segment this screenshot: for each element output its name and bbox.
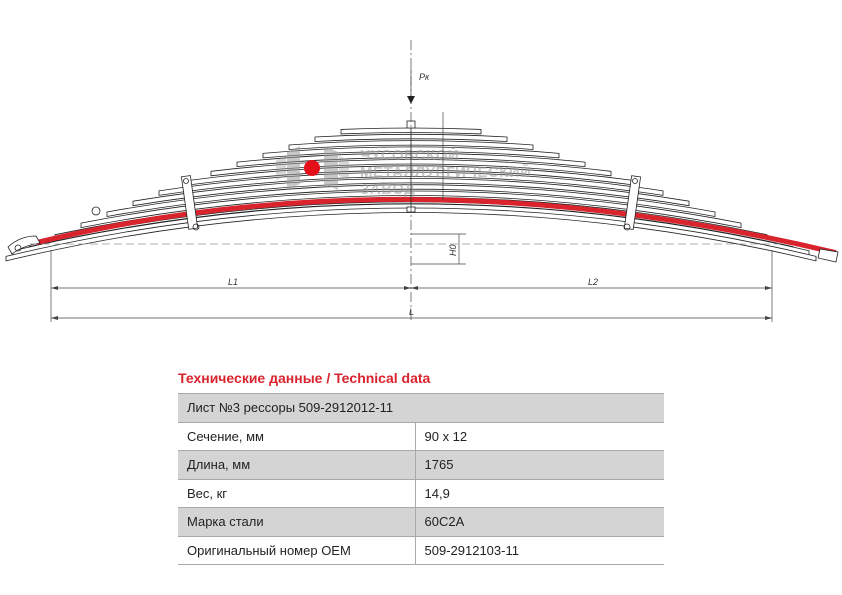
table-row [178, 479, 664, 508]
sag-label: H0 [448, 244, 458, 256]
table-row [178, 451, 664, 480]
right-length-label: L2 [588, 277, 599, 287]
part-name-cell: Лист №3 рессоры 509-2912012-11 [178, 394, 664, 423]
row-label: Сечение, мм [178, 422, 415, 451]
table-row [178, 508, 664, 537]
row-label: Марка стали [178, 508, 415, 537]
row-label: Вес, кг [178, 479, 415, 508]
table-header-row [178, 394, 664, 423]
technical-data-table [178, 393, 664, 565]
row-label: Оригинальный номер OEM [178, 536, 415, 565]
row-value: 90 x 12 [415, 422, 664, 451]
row-value: 14,9 [415, 479, 664, 508]
total-length-label: L [409, 307, 415, 317]
left-length-label: L1 [228, 277, 239, 287]
watermark-line-3: ЗАВОД [360, 181, 416, 198]
technical-data-title: Технические данные / Technical data [178, 370, 431, 386]
row-value: 509-2912103-11 [415, 536, 664, 565]
watermark-line-1: ЧУСОВСКОЙ [360, 147, 460, 164]
load-label: Pк [419, 72, 430, 82]
watermark-line-2: МЕТАЛЛУРГИЧЕСКИЙ [360, 164, 532, 181]
row-value: 60С2А [415, 508, 664, 537]
row-value: 1765 [415, 451, 664, 480]
table-row [178, 422, 664, 451]
row-label: Длина, мм [178, 451, 415, 480]
table-row [178, 536, 664, 565]
